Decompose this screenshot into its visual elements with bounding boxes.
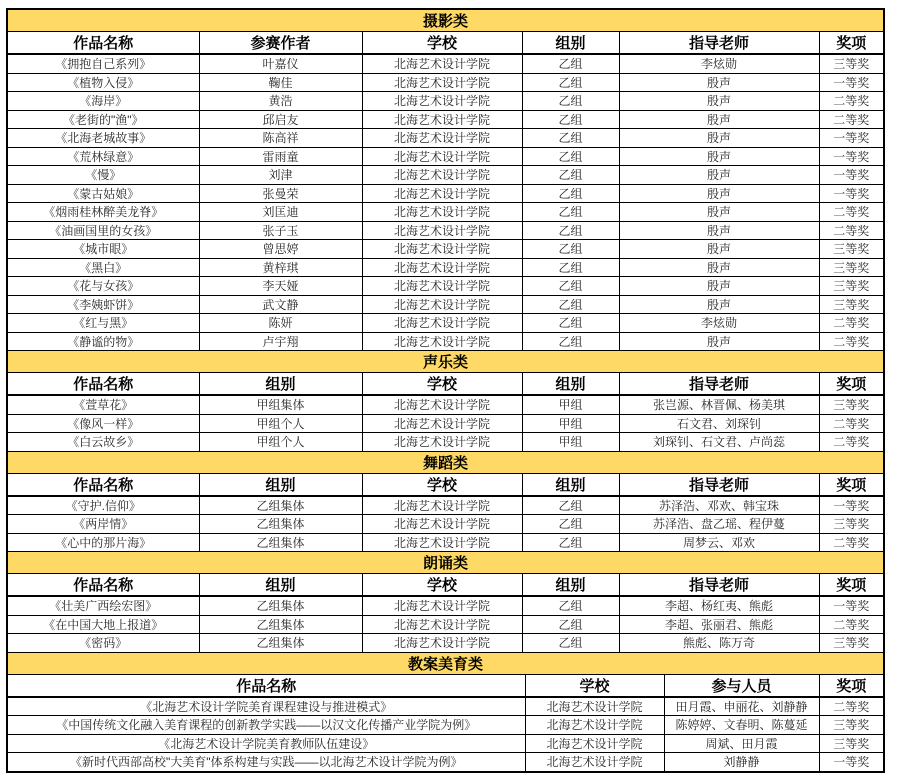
column-header-teacher: 指导老师 (619, 473, 819, 496)
table-row (8, 634, 883, 653)
teacher-cell: 殷声 (619, 203, 819, 222)
group-cell: 乙组 (522, 295, 619, 314)
table-row (8, 166, 883, 185)
section-title: 教案美育类 (8, 653, 883, 675)
author-cell: 卢宇翔 (199, 332, 362, 351)
group-cell: 乙组 (522, 515, 619, 534)
section-title-row (8, 351, 883, 373)
column-header-award: 奖项 (819, 32, 883, 55)
school-cell: 北海艺术设计学院 (362, 92, 522, 111)
school-cell: 北海艺术设计学院 (362, 184, 522, 203)
award-cell: 二等奖 (819, 615, 883, 634)
section-title: 声乐类 (8, 351, 883, 373)
table-row (8, 395, 883, 414)
school-cell: 北海艺术设计学院 (362, 433, 522, 452)
teacher-cell: 张岂源、林晋佩、杨美琪 (619, 395, 819, 414)
column-header-school: 学校 (362, 32, 522, 55)
school-cell: 北海艺术设计学院 (362, 166, 522, 185)
author-cell: 雷雨童 (199, 147, 362, 166)
work-title-cell: 《慢》 (8, 166, 199, 185)
participants-cell: 田月霞、申丽花、刘静静 (664, 697, 819, 716)
teacher-cell: 殷声 (619, 295, 819, 314)
author-cell: 陈高祥 (199, 129, 362, 148)
section-table-1 (8, 10, 883, 351)
table-row (8, 332, 883, 351)
participants-cell: 周斌、田月霞 (664, 734, 819, 753)
group-cell: 乙组 (522, 496, 619, 515)
teacher-cell: 周梦云、邓欢 (619, 533, 819, 552)
work-title-cell: 《守护.信仰》 (8, 496, 199, 515)
school-cell: 北海艺术设计学院 (362, 634, 522, 653)
table-row (8, 753, 883, 771)
column-header-group-type: 组别 (199, 574, 362, 597)
award-cell: 一等奖 (819, 753, 883, 771)
award-cell: 三等奖 (819, 54, 883, 73)
award-cell: 三等奖 (819, 258, 883, 277)
column-header-group: 组别 (522, 574, 619, 597)
section-title-row (8, 653, 883, 675)
column-header-group-type: 组别 (199, 373, 362, 396)
award-cell: 三等奖 (819, 734, 883, 753)
column-header-work-title: 作品名称 (8, 473, 199, 496)
work-title-cell: 《城市眼》 (8, 240, 199, 259)
award-cell: 二等奖 (819, 314, 883, 333)
school-cell: 北海艺术设计学院 (362, 332, 522, 351)
table-row (8, 716, 883, 735)
school-cell: 北海艺术设计学院 (362, 515, 522, 534)
table-row (8, 92, 883, 111)
school-cell: 北海艺术设计学院 (525, 753, 664, 771)
school-cell: 北海艺术设计学院 (525, 734, 664, 753)
award-cell: 二等奖 (819, 110, 883, 129)
teacher-cell: 殷声 (619, 166, 819, 185)
teacher-cell: 李超、杨红夷、熊彪 (619, 596, 819, 615)
column-header-work-title: 作品名称 (8, 32, 199, 55)
group-type-cell: 乙组集体 (199, 596, 362, 615)
award-cell: 三等奖 (819, 240, 883, 259)
teacher-cell: 殷声 (619, 277, 819, 296)
group-type-cell: 乙组集体 (199, 634, 362, 653)
work-title-cell: 《蒙古姑娘》 (8, 184, 199, 203)
table-row (8, 533, 883, 552)
school-cell: 北海艺术设计学院 (362, 110, 522, 129)
work-title-cell: 《老街的"渔"》 (8, 110, 199, 129)
school-cell: 北海艺术设计学院 (362, 258, 522, 277)
group-cell: 乙组 (522, 54, 619, 73)
group-type-cell: 甲组集体 (199, 395, 362, 414)
work-title-cell: 《萱草花》 (8, 395, 199, 414)
teacher-cell: 殷声 (619, 332, 819, 351)
table-row (8, 73, 883, 92)
author-cell: 陈妍 (199, 314, 362, 333)
group-cell: 乙组 (522, 240, 619, 259)
table-row (8, 697, 883, 716)
table-row (8, 221, 883, 240)
teacher-cell: 殷声 (619, 129, 819, 148)
group-cell: 乙组 (522, 129, 619, 148)
section-table-5 (8, 653, 883, 771)
group-cell: 甲组 (522, 414, 619, 433)
column-header-work-title: 作品名称 (8, 574, 199, 597)
school-cell: 北海艺术设计学院 (362, 129, 522, 148)
group-type-cell: 甲组个人 (199, 414, 362, 433)
group-cell: 乙组 (522, 166, 619, 185)
group-cell: 乙组 (522, 258, 619, 277)
award-cell: 三等奖 (819, 395, 883, 414)
author-cell: 张子玉 (199, 221, 362, 240)
school-cell: 北海艺术设计学院 (362, 533, 522, 552)
column-header-school: 学校 (525, 674, 664, 697)
work-title-cell: 《海岸》 (8, 92, 199, 111)
work-title-cell: 《静谧的物》 (8, 332, 199, 351)
group-cell: 乙组 (522, 332, 619, 351)
group-cell: 乙组 (522, 147, 619, 166)
column-header-group: 组别 (522, 32, 619, 55)
school-cell: 北海艺术设计学院 (362, 496, 522, 515)
work-title-cell: 《北海艺术设计学院美育课程建设与推进模式》 (8, 697, 525, 716)
column-header-group: 组别 (522, 473, 619, 496)
group-cell: 乙组 (522, 615, 619, 634)
group-type-cell: 乙组集体 (199, 515, 362, 534)
column-header-school: 学校 (362, 473, 522, 496)
school-cell: 北海艺术设计学院 (362, 277, 522, 296)
group-cell: 乙组 (522, 221, 619, 240)
column-header-author: 参赛作者 (199, 32, 362, 55)
section-table-2 (8, 351, 883, 452)
column-header-row (8, 32, 883, 55)
column-header-award: 奖项 (819, 373, 883, 396)
school-cell: 北海艺术设计学院 (362, 240, 522, 259)
section-title: 朗诵类 (8, 552, 883, 574)
column-header-award: 奖项 (819, 574, 883, 597)
column-header-row (8, 473, 883, 496)
author-cell: 黄梓琪 (199, 258, 362, 277)
work-title-cell: 《拥抱自己系列》 (8, 54, 199, 73)
group-cell: 乙组 (522, 596, 619, 615)
group-cell: 甲组 (522, 433, 619, 452)
table-row (8, 129, 883, 148)
award-cell: 一等奖 (819, 147, 883, 166)
work-title-cell: 《密码》 (8, 634, 199, 653)
work-title-cell: 《李姨虾饼》 (8, 295, 199, 314)
work-title-cell: 《两岸情》 (8, 515, 199, 534)
award-cell: 三等奖 (819, 716, 883, 735)
teacher-cell: 殷声 (619, 240, 819, 259)
award-cell: 二等奖 (819, 433, 883, 452)
table-row (8, 110, 883, 129)
teacher-cell: 殷声 (619, 92, 819, 111)
award-cell: 三等奖 (819, 515, 883, 534)
author-cell: 刘津 (199, 166, 362, 185)
group-cell: 甲组 (522, 395, 619, 414)
column-header-row (8, 674, 883, 697)
section-title-row (8, 552, 883, 574)
work-title-cell: 《在中国大地上报道》 (8, 615, 199, 634)
column-header-work-title: 作品名称 (8, 373, 199, 396)
award-cell: 二等奖 (819, 697, 883, 716)
table-row (8, 414, 883, 433)
column-header-work-title: 作品名称 (8, 674, 525, 697)
table-row (8, 258, 883, 277)
school-cell: 北海艺术设计学院 (362, 147, 522, 166)
work-title-cell: 《植物入侵》 (8, 73, 199, 92)
work-title-cell: 《白云故乡》 (8, 433, 199, 452)
school-cell: 北海艺术设计学院 (525, 697, 664, 716)
work-title-cell: 《花与女孩》 (8, 277, 199, 296)
award-cell: 一等奖 (819, 166, 883, 185)
school-cell: 北海艺术设计学院 (362, 395, 522, 414)
section-table-4 (8, 552, 883, 653)
work-title-cell: 《像风一样》 (8, 414, 199, 433)
table-row (8, 515, 883, 534)
author-cell: 张曼荣 (199, 184, 362, 203)
table-row (8, 147, 883, 166)
section-title: 摄影类 (8, 10, 883, 32)
work-title-cell: 《油画国里的女孩》 (8, 221, 199, 240)
author-cell: 黄浩 (199, 92, 362, 111)
award-cell: 二等奖 (819, 203, 883, 222)
school-cell: 北海艺术设计学院 (362, 314, 522, 333)
table-row (8, 184, 883, 203)
column-header-row (8, 373, 883, 396)
teacher-cell: 石文君、刘琛钊 (619, 414, 819, 433)
teacher-cell: 殷声 (619, 147, 819, 166)
school-cell: 北海艺术设计学院 (362, 295, 522, 314)
column-header-award: 奖项 (819, 473, 883, 496)
award-cell: 一等奖 (819, 596, 883, 615)
school-cell: 北海艺术设计学院 (525, 716, 664, 735)
work-title-cell: 《新时代西部高校"大美育"体系构建与实践——以北海艺术设计学院为例》 (8, 753, 525, 771)
column-header-row (8, 574, 883, 597)
award-cell: 一等奖 (819, 73, 883, 92)
teacher-cell: 殷声 (619, 184, 819, 203)
teacher-cell: 李炫勋 (619, 314, 819, 333)
teacher-cell: 熊彪、陈万奇 (619, 634, 819, 653)
group-cell: 乙组 (522, 73, 619, 92)
column-header-school: 学校 (362, 574, 522, 597)
teacher-cell: 苏泽浩、盘乙瑶、程伊蔓 (619, 515, 819, 534)
award-cell: 三等奖 (819, 295, 883, 314)
award-cell: 一等奖 (819, 184, 883, 203)
author-cell: 邱启友 (199, 110, 362, 129)
work-title-cell: 《北海艺术设计学院美育教师队伍建设》 (8, 734, 525, 753)
award-cell: 二等奖 (819, 414, 883, 433)
author-cell: 鞠佳 (199, 73, 362, 92)
group-type-cell: 乙组集体 (199, 496, 362, 515)
school-cell: 北海艺术设计学院 (362, 414, 522, 433)
group-cell: 乙组 (522, 110, 619, 129)
table-row (8, 496, 883, 515)
section-table-3 (8, 452, 883, 553)
school-cell: 北海艺术设计学院 (362, 615, 522, 634)
work-title-cell: 《壮美广西绘宏图》 (8, 596, 199, 615)
award-cell: 二等奖 (819, 533, 883, 552)
table-row (8, 734, 883, 753)
table-row (8, 596, 883, 615)
work-title-cell: 《黑白》 (8, 258, 199, 277)
teacher-cell: 殷声 (619, 258, 819, 277)
teacher-cell: 李超、张丽君、熊彪 (619, 615, 819, 634)
column-header-group: 组别 (522, 373, 619, 396)
table-row (8, 240, 883, 259)
group-cell: 乙组 (522, 634, 619, 653)
school-cell: 北海艺术设计学院 (362, 596, 522, 615)
teacher-cell: 殷声 (619, 73, 819, 92)
column-header-teacher: 指导老师 (619, 32, 819, 55)
work-title-cell: 《荒林绿意》 (8, 147, 199, 166)
author-cell: 刘匡迪 (199, 203, 362, 222)
section-title: 舞蹈类 (8, 452, 883, 474)
school-cell: 北海艺术设计学院 (362, 221, 522, 240)
group-type-cell: 乙组集体 (199, 533, 362, 552)
awards-sheet (6, 8, 885, 773)
school-cell: 北海艺术设计学院 (362, 54, 522, 73)
column-header-group-type: 组别 (199, 473, 362, 496)
group-cell: 乙组 (522, 92, 619, 111)
table-row (8, 433, 883, 452)
award-cell: 二等奖 (819, 332, 883, 351)
author-cell: 叶嘉仪 (199, 54, 362, 73)
column-header-school: 学校 (362, 373, 522, 396)
section-title-row (8, 10, 883, 32)
teacher-cell: 李炫勋 (619, 54, 819, 73)
work-title-cell: 《红与黑》 (8, 314, 199, 333)
award-cell: 三等奖 (819, 634, 883, 653)
group-cell: 乙组 (522, 533, 619, 552)
group-cell: 乙组 (522, 277, 619, 296)
table-row (8, 295, 883, 314)
author-cell: 武文静 (199, 295, 362, 314)
table-row (8, 54, 883, 73)
work-title-cell: 《心中的那片海》 (8, 533, 199, 552)
award-cell: 二等奖 (819, 92, 883, 111)
award-cell: 三等奖 (819, 277, 883, 296)
column-header-participants: 参与人员 (664, 674, 819, 697)
participants-cell: 刘静静 (664, 753, 819, 771)
teacher-cell: 苏泽浩、邓欢、韩宝珠 (619, 496, 819, 515)
award-cell: 一等奖 (819, 129, 883, 148)
section-title-row (8, 452, 883, 474)
work-title-cell: 《烟雨桂林醉美龙脊》 (8, 203, 199, 222)
group-type-cell: 甲组个人 (199, 433, 362, 452)
table-row (8, 314, 883, 333)
school-cell: 北海艺术设计学院 (362, 203, 522, 222)
teacher-cell: 殷声 (619, 221, 819, 240)
work-title-cell: 《中国传统文化融入美育课程的创新教学实践——以汉文化传播产业学院为例》 (8, 716, 525, 735)
school-cell: 北海艺术设计学院 (362, 73, 522, 92)
table-row (8, 203, 883, 222)
author-cell: 李天娅 (199, 277, 362, 296)
author-cell: 曾思婷 (199, 240, 362, 259)
award-cell: 一等奖 (819, 496, 883, 515)
award-cell: 二等奖 (819, 221, 883, 240)
group-cell: 乙组 (522, 314, 619, 333)
group-cell: 乙组 (522, 203, 619, 222)
teacher-cell: 刘琛钊、石文君、卢尚蕊 (619, 433, 819, 452)
group-cell: 乙组 (522, 184, 619, 203)
table-row (8, 615, 883, 634)
group-type-cell: 乙组集体 (199, 615, 362, 634)
teacher-cell: 殷声 (619, 110, 819, 129)
column-header-teacher: 指导老师 (619, 373, 819, 396)
table-row (8, 277, 883, 296)
participants-cell: 陈婷婷、文春明、陈蔓延 (664, 716, 819, 735)
column-header-award: 奖项 (819, 674, 883, 697)
work-title-cell: 《北海老城故事》 (8, 129, 199, 148)
column-header-teacher: 指导老师 (619, 574, 819, 597)
